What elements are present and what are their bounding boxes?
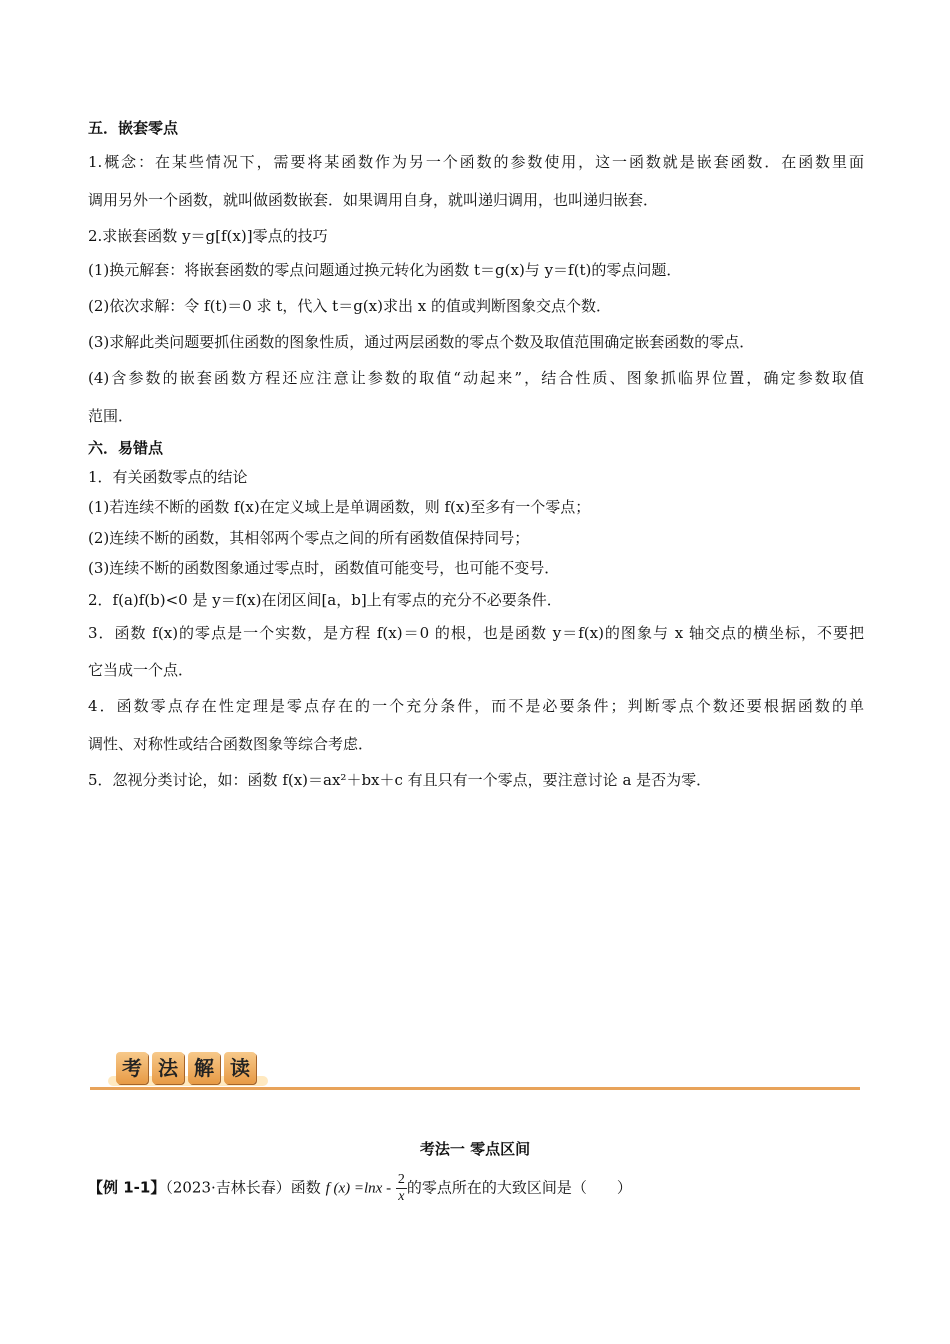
fraction-numerator: 2 xyxy=(397,1172,405,1187)
example-source: （2023·吉林长春）函数 xyxy=(165,1178,321,1197)
method-title: 考法一 零点区间 xyxy=(419,1140,531,1158)
fraction-denominator: x xyxy=(398,1189,405,1204)
example-1-1 xyxy=(88,1172,632,1205)
paragraph: 2.求嵌套函数 y＝g[f(x)]零点的技巧 xyxy=(88,227,328,245)
paragraph: 调性、对称性或结合函数图象等综合考虑． xyxy=(88,735,374,753)
paragraph: 4．函数零点存在性定理是零点存在的一个充分条件，而不是必要条件；判断零点个数还要根据函数的单 xyxy=(88,697,864,715)
paragraph: 调用另外一个函数，就叫做函数嵌套．如果调用自身，就叫递归调用，也叫递归嵌套． xyxy=(88,191,659,209)
paragraph: 它当成一个点． xyxy=(88,661,194,679)
paragraph: 1.概念：在某些情况下，需要将某函数作为另一个函数的参数使用，这一函数就是嵌套函数．在函数里面 xyxy=(88,153,864,171)
banner-underline xyxy=(90,1087,860,1090)
paragraph: 1．有关函数零点的结论 xyxy=(88,468,248,486)
banner-char: 读 xyxy=(224,1052,256,1084)
banner-char: 解 xyxy=(188,1052,220,1084)
banner-char: 考 xyxy=(116,1052,148,1084)
example-tag: 【例 1-1】 xyxy=(88,1178,166,1197)
paragraph: 3．函数 f(x)的零点是一个实数，是方程 f(x)＝0 的根，也是函数 y＝f(x)的图象与 x 轴交点的横坐标，不要把 xyxy=(88,624,864,642)
example-question: 的零点所在的大致区间是（ ） xyxy=(406,1178,632,1197)
section-6-title: 六．易错点 xyxy=(88,439,164,457)
paragraph: (1)换元解套：将嵌套函数的零点问题通过换元转化为函数 t＝g(x)与 y＝f(t)的零点问题． xyxy=(88,261,682,279)
paragraph: (3)连续不断的函数图象通过零点时，函数值可能变号，也可能不变号． xyxy=(88,559,560,577)
paragraph: 5．忽视分类讨论，如：函数 f(x)＝ax²＋bx＋c 有且只有一个零点，要注意讨论 a 是否为零． xyxy=(88,771,712,789)
paragraph: 范围． xyxy=(88,407,134,425)
paragraph: (4)含参数的嵌套函数方程还应注意让参数的取值“动起来”，结合性质、图象抓临界位置，确定参数取值 xyxy=(88,369,864,387)
paragraph: (3)求解此类问题要抓住函数的图象性质，通过两层函数的零点个数及取值范围确定嵌套函数的零点． xyxy=(88,333,755,351)
kaofa-jiedu-banner xyxy=(90,1048,860,1094)
fraction xyxy=(396,1172,407,1205)
paragraph: (1)若连续不断的函数 f(x)在定义域上是单调函数，则 f(x)至多有一个零点； xyxy=(88,498,591,516)
banner-char: 法 xyxy=(152,1052,184,1084)
function-expression: f (x) =lnx - xyxy=(325,1180,392,1197)
paragraph: (2)依次求解：令 f(t)＝0 求 t，代入 t＝g(x)求出 x 的值或判断图象交点个数． xyxy=(88,297,611,315)
paragraph: (2)连续不断的函数，其相邻两个零点之间的所有函数值保持同号； xyxy=(88,529,530,547)
section-5-title: 五．嵌套零点 xyxy=(88,119,179,137)
paragraph: 2．f(a)f(b)<0 是 y＝f(x)在闭区间[a，b]上有零点的充分不必要条件． xyxy=(88,591,562,609)
